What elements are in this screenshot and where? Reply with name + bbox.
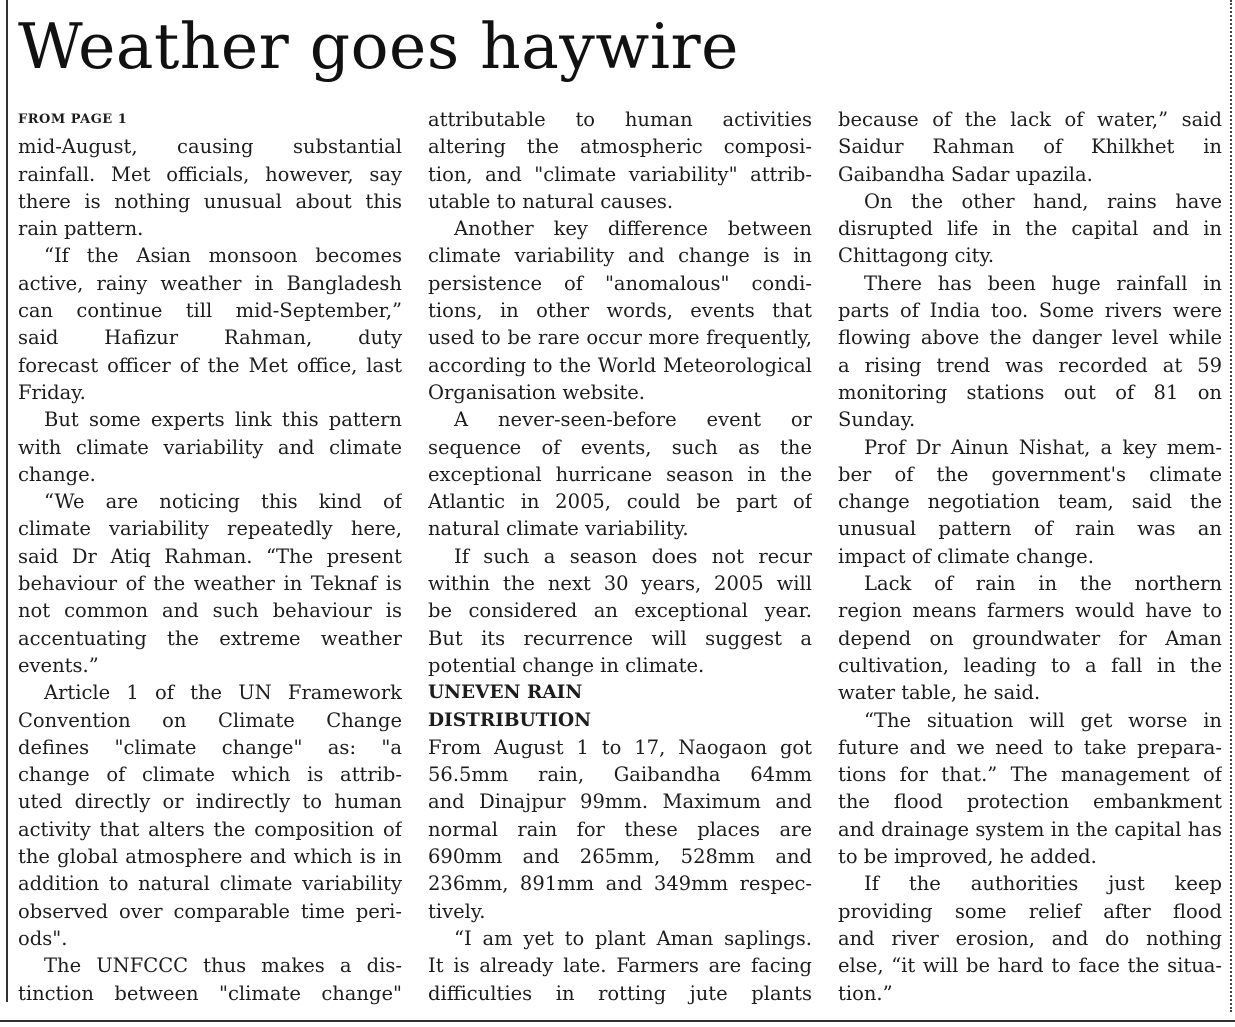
text-line: within the next 30 years, 2005 will <box>428 572 812 596</box>
text-line: climate variability repeatedly here, <box>18 517 402 541</box>
text-line: change. <box>18 462 96 486</box>
text-line: forecast officer of the Met office, last <box>18 353 402 377</box>
text-line: and Dinajpur 99mm. Maximum and <box>428 790 812 814</box>
article-column-1 <box>18 106 402 1012</box>
text-line: said Hafizur Rahman, duty <box>18 326 402 350</box>
text-line: Lack of rain in the northern <box>864 572 1222 596</box>
text-line: behaviour of the weather in Teknaf is <box>18 572 402 596</box>
text-line: exceptional hurricane season in the <box>428 462 812 486</box>
text-line: a rising trend was recorded at 59 <box>838 353 1222 377</box>
text-line: 690mm and 265mm, 528mm and <box>428 845 812 869</box>
text-line: to be improved, he added. <box>838 845 1097 869</box>
text-line: tions, in other words, events that <box>428 299 812 323</box>
jump-line: FROM PAGE 1 <box>18 112 128 127</box>
text-line: can continue till mid-September,” <box>18 299 402 323</box>
text-line: But its recurrence will suggest a <box>428 626 812 650</box>
text-line: there is nothing unusual about this <box>18 189 402 213</box>
text-line: mid-August, causing substantial <box>18 135 402 159</box>
text-line: “I am yet to plant Aman saplings. <box>454 926 812 950</box>
text-line: be considered an exceptional year. <box>428 599 812 623</box>
text-line: active, rainy weather in Bangladesh <box>18 271 402 295</box>
text-line: Atlantic in 2005, could be part of <box>428 490 812 514</box>
right-cut-line <box>1230 0 1232 1012</box>
text-line: ods". <box>18 926 68 950</box>
text-line: tion, and "climate variability" attrib- <box>428 162 812 186</box>
text-line: unusual pattern of rain was an <box>838 517 1222 541</box>
text-line: parts of India too. Some rivers were <box>838 299 1222 323</box>
text-line: rain pattern. <box>18 217 144 241</box>
text-line: accentuating the extreme weather <box>18 626 402 650</box>
text-line: else, “it will be hard to face the situa- <box>838 954 1222 978</box>
text-line: future and we need to take prepara- <box>838 735 1222 759</box>
headline: Weather goes haywire <box>18 10 739 83</box>
text-line: monitoring stations out of 81 on <box>838 380 1222 404</box>
text-line: But some experts link this pattern <box>44 408 402 432</box>
text-line: Saidur Rahman of Khilkhet in <box>838 135 1222 159</box>
text-line: Chittagong city. <box>838 244 995 268</box>
text-line: Convention on Climate Change <box>18 708 402 732</box>
text-line: The UNFCCC thus makes a dis- <box>44 954 402 978</box>
bottom-border-rule <box>0 1020 1235 1022</box>
text-line: uted directly or indirectly to human <box>18 790 402 814</box>
text-line: “The situation will get worse in <box>864 708 1222 732</box>
text-line: On the other hand, rains have <box>864 189 1222 213</box>
text-line: potential change in climate. <box>428 653 705 677</box>
left-border-rule <box>6 0 8 1002</box>
text-line: Article 1 of the UN Framework <box>44 681 402 705</box>
text-line: according to the World Meteorological <box>428 353 812 377</box>
text-line: the flood protection embankment <box>838 790 1222 814</box>
text-line: change negotiation team, said the <box>838 490 1222 514</box>
text-line: flowing above the danger level while <box>838 326 1222 350</box>
text-line: ber of the government's climate <box>838 462 1222 486</box>
text-line: tion.” <box>838 981 893 1005</box>
text-line: and drainage system in the capital has <box>838 817 1222 841</box>
subhead-line: UNEVEN RAIN <box>428 682 583 704</box>
text-line: If such a season does not recur <box>454 544 812 568</box>
text-line: the global atmosphere and which is in <box>18 845 402 869</box>
text-line: because of the lack of water,” said <box>838 108 1222 131</box>
text-line: 236mm, 891mm and 349mm respec- <box>428 872 812 896</box>
text-line: natural climate variability. <box>428 517 689 541</box>
text-line: utable to natural causes. <box>428 189 674 213</box>
subhead-line: DISTRIBUTION <box>428 709 592 731</box>
text-line: 56.5mm rain, Gaibandha 64mm <box>428 763 812 787</box>
text-line: rainfall. Met officials, however, say <box>18 162 402 186</box>
text-line: region means farmers would have to <box>838 599 1222 623</box>
text-line: “If the Asian monsoon becomes <box>44 244 402 268</box>
text-line: “We are noticing this kind of <box>44 490 402 514</box>
text-line: Prof Dr Ainun Nishat, a key mem- <box>864 435 1222 459</box>
text-line: depend on groundwater for Aman <box>838 626 1222 650</box>
text-line: Organisation website. <box>428 380 645 404</box>
text-line: From August 1 to 17, Naogaon got <box>428 735 812 759</box>
text-line: Another key difference between <box>454 217 812 241</box>
text-line: providing some relief after flood <box>838 899 1222 923</box>
text-line: altering the atmospheric composi- <box>428 135 812 159</box>
text-line: observed over comparable time peri- <box>18 899 402 923</box>
text-line: climate variability and change is in <box>428 244 812 268</box>
text-line: normal rain for these places are <box>428 817 812 841</box>
text-line: If the authorities just keep <box>864 872 1222 896</box>
text-line: with climate variability and climate <box>18 435 402 459</box>
text-line: Gaibandha Sadar upazila. <box>838 162 1093 186</box>
article-column-3 <box>838 106 1222 1012</box>
text-line: Sunday. <box>838 408 916 432</box>
text-line: defines "climate change" as: "a <box>18 735 402 759</box>
text-line: difficulties in rotting jute plants <box>428 981 812 1005</box>
text-line: impact of climate change. <box>838 544 1094 568</box>
text-line: cultivation, leading to a fall in the <box>838 653 1222 677</box>
text-line: and river erosion, and do nothing <box>838 926 1222 950</box>
text-line: said Dr Atiq Rahman. “The present <box>18 544 402 568</box>
text-line: persistence of "anomalous" condi- <box>428 271 812 295</box>
text-line: tively. <box>428 899 486 923</box>
text-line: attributable to human activities <box>428 108 812 131</box>
text-line: disrupted life in the capital and in <box>838 217 1222 241</box>
text-line: tinction between "climate change" <box>18 981 402 1005</box>
text-line: A never-seen-before event or <box>454 408 812 432</box>
text-line: water table, he said. <box>838 681 1041 705</box>
text-line: activity that alters the composition of <box>18 817 402 841</box>
text-line: tions for that.” The management of <box>838 763 1222 787</box>
text-line: sequence of events, such as the <box>428 435 812 459</box>
article-column-2 <box>428 106 812 1012</box>
text-line: Friday. <box>18 380 86 404</box>
text-line: addition to natural climate variability <box>18 872 402 896</box>
text-line: change of climate which is attrib- <box>18 763 402 787</box>
text-line: There has been huge rainfall in <box>864 271 1222 295</box>
text-line: events.” <box>18 653 99 677</box>
text-line: not common and such behaviour is <box>18 599 402 623</box>
text-line: It is already late. Farmers are facing <box>428 954 812 978</box>
text-line: used to be rare occur more frequently, <box>428 326 812 350</box>
